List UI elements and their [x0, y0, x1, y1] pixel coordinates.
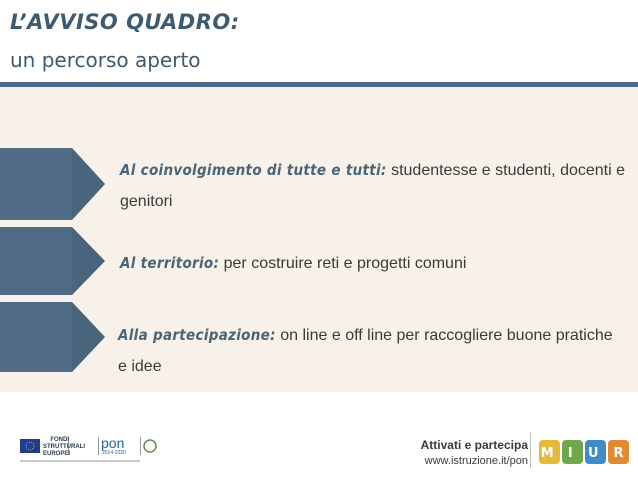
- arrow-shape-2: [0, 227, 100, 295]
- arrow-shape-1: [0, 148, 100, 220]
- page-subtitle: un percorso aperto: [10, 48, 201, 72]
- pon-logos-strip: [20, 435, 160, 467]
- item-keyword: Al coinvolgimento di tutte e tutti:: [120, 161, 387, 179]
- title-area: [0, 0, 638, 86]
- item-description: per costruire reti e progetti comuni: [219, 255, 467, 272]
- logo-pon-text: pon: [101, 435, 125, 451]
- page-title: L’AVVISO QUADRO:: [10, 10, 240, 34]
- miur-letter-r: R: [613, 446, 624, 461]
- item-keyword: Al territorio:: [120, 254, 220, 272]
- footer-divider: [530, 432, 531, 468]
- item-keyword: Alla partecipazione:: [118, 326, 276, 344]
- footer-url-link[interactable]: www.istruzione.it/pon: [424, 455, 528, 467]
- item-description: on line e off line per raccogliere buone pratiche e idee: [118, 327, 613, 375]
- list-item-partecipazione: [118, 320, 623, 382]
- footer-text: [421, 438, 528, 467]
- miur-letter-i: I: [567, 446, 573, 461]
- logo-fondi-text: FONDI STRUTTURALI EUROPEI: [43, 437, 85, 457]
- item-description: studentesse e studenti, docenti e genitori: [120, 162, 626, 210]
- logo-pon-years: 2014-2020: [102, 450, 126, 456]
- eu-flag-icon: [20, 439, 40, 453]
- emblem-icon: [144, 440, 156, 452]
- list-item-coinvolgimento: [120, 155, 625, 217]
- list-item-territorio: [120, 248, 625, 279]
- footer-tagline: Attivati e partecipa: [420, 438, 528, 452]
- miur-letter-m: M: [540, 446, 554, 461]
- arrow-shape-3: [0, 302, 100, 372]
- miur-letter-u: U: [587, 446, 599, 461]
- miur-logo: [537, 437, 633, 467]
